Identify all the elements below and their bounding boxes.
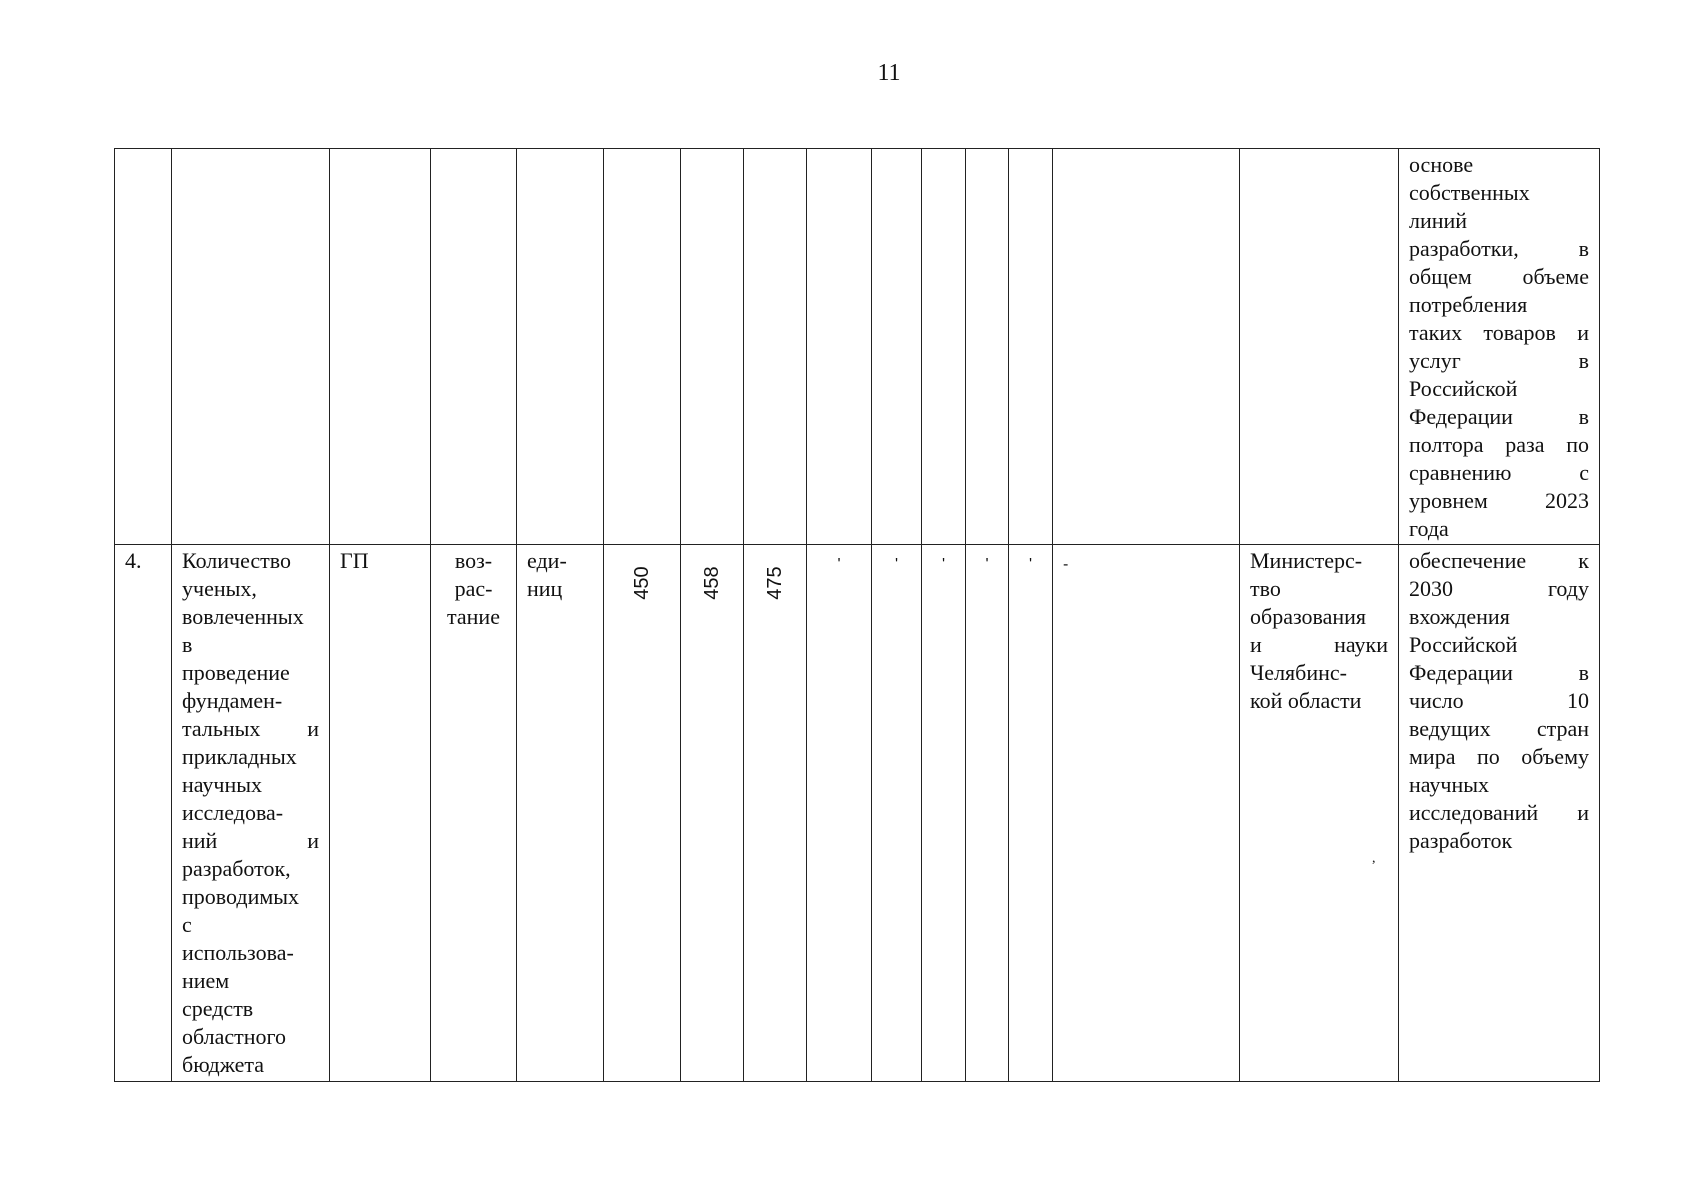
- indicator-line: использова-: [182, 940, 294, 965]
- value-cell-2: [681, 545, 744, 1082]
- indicator-line: научных: [182, 772, 263, 797]
- goal-line: общем объеме: [1409, 264, 1589, 289]
- goal-line: обеспечение к: [1409, 548, 1589, 573]
- cell-empty: [872, 149, 922, 545]
- goal-line: потребления: [1409, 292, 1528, 317]
- unit-line: ниц: [527, 576, 563, 601]
- goal-line: основе: [1409, 152, 1474, 177]
- cell-empty: [330, 149, 431, 545]
- goal-line: число 10: [1409, 688, 1589, 713]
- trend-cell: [431, 545, 517, 1082]
- value-2: 458: [701, 566, 723, 600]
- goal-line: полтора раза по: [1409, 432, 1589, 457]
- indicator-line: тальных и: [182, 716, 319, 741]
- goal-line: разработки, в: [1409, 236, 1589, 261]
- responsible-line: и науки: [1250, 632, 1388, 657]
- indicator-line: ученых,: [182, 576, 257, 601]
- goal-line: 2030 году: [1409, 576, 1589, 601]
- scan-speck: ,: [1372, 851, 1376, 866]
- goal-line: собственных: [1409, 180, 1530, 205]
- responsible-line: тво: [1250, 576, 1281, 601]
- cell-empty: [1053, 149, 1240, 545]
- goal-line: Федерации в: [1409, 404, 1589, 429]
- indicator-line: Количество: [182, 548, 292, 573]
- responsible-line: кой области: [1250, 688, 1362, 713]
- indicator-line: проводимых: [182, 884, 300, 909]
- dash-cell-4: ': [966, 545, 1009, 1082]
- goal-cell: [1399, 545, 1600, 1082]
- goal-line: уровнем 2023: [1409, 488, 1589, 513]
- indicator-line: средств: [182, 996, 254, 1021]
- indicator-line: в: [182, 632, 193, 657]
- cell-empty: [604, 149, 681, 545]
- cell-empty: [431, 149, 517, 545]
- row-number: 4.: [115, 545, 172, 1082]
- indicator-line: прикладных: [182, 744, 297, 769]
- responsible-cell: [1240, 545, 1399, 1082]
- indicator-line: разработок,: [182, 856, 291, 881]
- cell-empty: [681, 149, 744, 545]
- trend-line: рас-: [454, 576, 493, 601]
- indicator-line: ний и: [182, 828, 319, 853]
- cell-empty: [922, 149, 966, 545]
- goal-line: линий: [1409, 208, 1468, 233]
- goal-line: Российской: [1409, 632, 1518, 657]
- table-row-4: [115, 545, 1600, 1082]
- level-cell: ГП: [330, 545, 431, 1082]
- cell-empty: [172, 149, 330, 545]
- dash-cell-2: ': [872, 545, 922, 1082]
- unit-line: еди-: [527, 548, 567, 573]
- responsible-line: Челябинс-: [1250, 660, 1347, 685]
- indicator-line: нием: [182, 968, 230, 993]
- indicators-table: [114, 148, 1600, 1082]
- dash-cell-6: -: [1053, 545, 1240, 1082]
- value-cell-3: [744, 545, 807, 1082]
- goal-line: Российской: [1409, 376, 1518, 401]
- goal-line: научных: [1409, 772, 1490, 797]
- indicator-line: областного: [182, 1024, 287, 1049]
- goal-line: разработок: [1409, 828, 1513, 853]
- goal-line: вхождения: [1409, 604, 1510, 629]
- dash-cell-1: ': [807, 545, 872, 1082]
- cell-empty: [966, 149, 1009, 545]
- value-1: 450: [631, 566, 653, 600]
- indicator-line: исследова-: [182, 800, 284, 825]
- table-row-continuation: [115, 149, 1600, 545]
- responsible-line: Министерс-: [1250, 548, 1363, 573]
- goal-line: таких товаров и: [1409, 320, 1589, 345]
- cell-empty: [115, 149, 172, 545]
- indicator-line: бюджета: [182, 1052, 265, 1077]
- indicator-line: фундамен-: [182, 688, 283, 713]
- cell-empty: [1009, 149, 1053, 545]
- cell-empty: [744, 149, 807, 545]
- trend-line: воз-: [454, 548, 493, 573]
- goal-line: мира по объему: [1409, 744, 1589, 769]
- cell-empty: [807, 149, 872, 545]
- unit-cell: [517, 545, 604, 1082]
- goal-cell-continuation: [1399, 149, 1600, 545]
- responsible-line: образования: [1250, 604, 1367, 629]
- indicator-line: проведение: [182, 660, 290, 685]
- indicator-line: с: [182, 912, 192, 937]
- value-cell-1: [604, 545, 681, 1082]
- dash-cell-3: ': [922, 545, 966, 1082]
- cell-empty: [1240, 149, 1399, 545]
- indicator-name-cell: [172, 545, 330, 1082]
- goal-line: услуг в: [1409, 348, 1589, 373]
- goal-line: года: [1409, 516, 1449, 541]
- goal-line: ведущих стран: [1409, 716, 1589, 741]
- trend-line: тание: [447, 604, 500, 629]
- page-number: 11: [877, 60, 901, 86]
- goal-line: сравнению с: [1409, 460, 1589, 485]
- cell-empty: [517, 149, 604, 545]
- goal-line: Федерации в: [1409, 660, 1589, 685]
- value-3: 475: [764, 566, 786, 600]
- goal-line: исследований и: [1409, 800, 1589, 825]
- indicator-line: вовлеченных: [182, 604, 304, 629]
- dash-cell-5: ': [1009, 545, 1053, 1082]
